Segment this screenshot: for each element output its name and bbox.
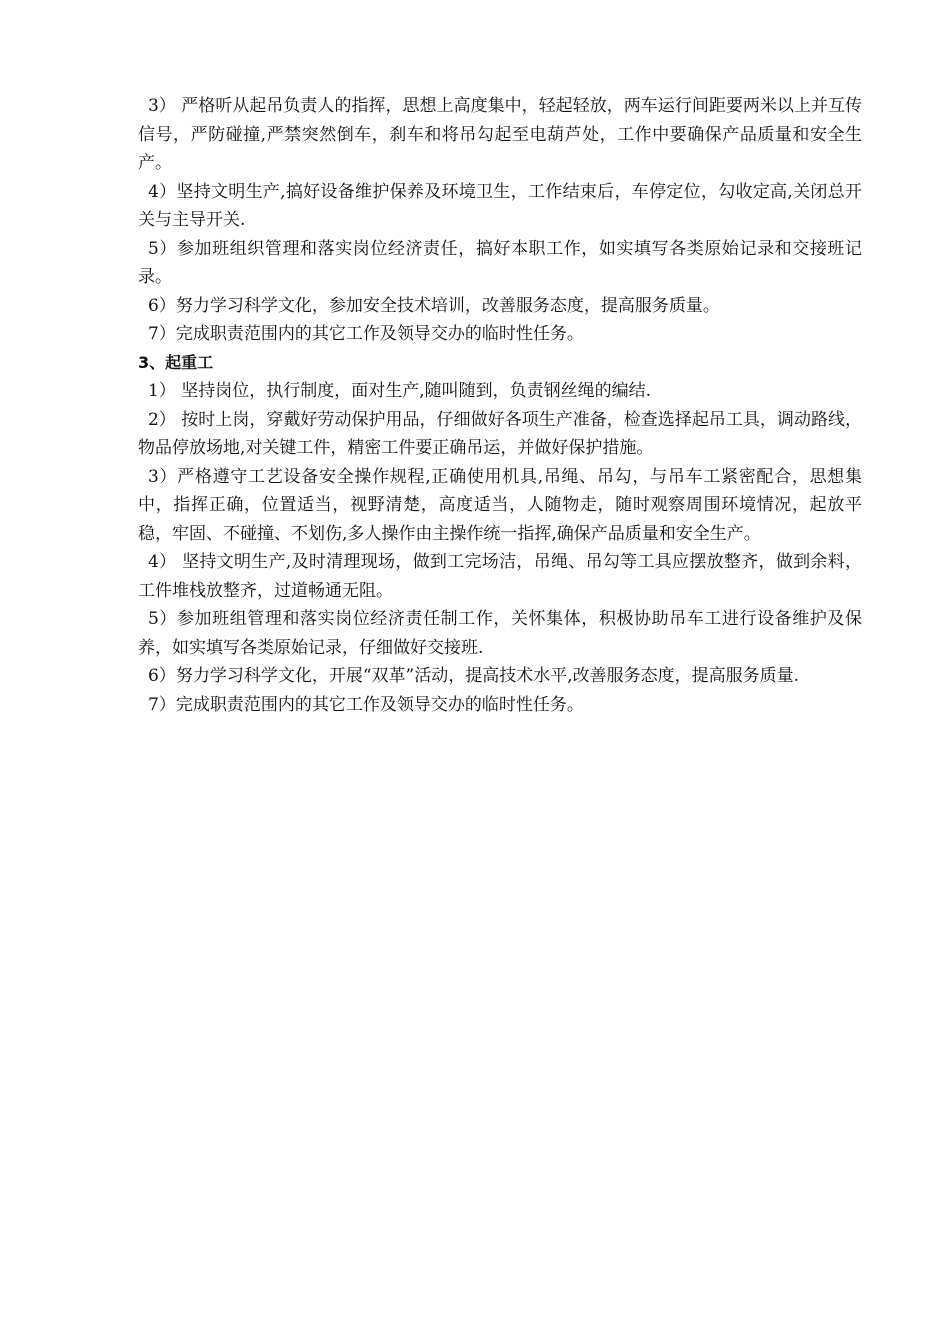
crane-operator-duty-4: 4）坚持文明生产,搞好设备维护保养及环境卫生，工作结束后，车停定位，勾收定高,关闭总开关与主导开关. <box>138 181 862 230</box>
rigger-duty-1: 1） 坚持岗位，执行制度，面对生产,随叫随到，负责钢丝绳的编结. <box>148 381 652 401</box>
rigger-duty-2: 2） 按时上岗，穿戴好劳动保护用品，仔细做好各项生产准备，检查选择起吊工具，调动路线，物品停放场地,对关键工件，精密工件要正确吊运，并做好保护措施。 <box>138 409 862 458</box>
crane-operator-duty-6: 6）努力学习科学文化，参加安全技术培训，改善服务态度，提高服务质量。 <box>148 295 720 316</box>
rigger-duty-7: 7）完成职责范围内的其它工作及领导交办的临时性任务。 <box>148 694 584 715</box>
rigger-duty-3: 3）严格遵守工艺设备安全操作规程,正确使用机具,吊绳、吊勾，与吊车工紧密配合，思想集中，指挥正确，位置适当，视野清楚，高度适当，人随物走，随时观察周围环境情况，起放平稳，牢固、不碰撞、不划伤,多人操作由主操作统一指挥,确保产品质量和安全生产。 <box>138 466 862 544</box>
crane-operator-duty-7: 7）完成职责范围内的其它工作及领导交办的临时性任务。 <box>148 324 584 344</box>
section-heading-rigger: 3、起重工 <box>138 352 214 372</box>
document-page <box>138 92 862 719</box>
crane-operator-duty-5: 5）参加班组织管理和落实岗位经济责任，搞好本职工作，如实填写各类原始记录和交接班记录。 <box>138 238 862 287</box>
rigger-duty-5: 5）参加班组管理和落实岗位经济责任制工作，关怀集体，积极协助吊车工进行设备维护及保养，如实填写各类原始记录，仔细做好交接班. <box>138 609 862 658</box>
rigger-duty-4: 4） 坚持文明生产,及时清理现场，做到工完场洁，吊绳、吊勾等工具应摆放整齐，做到余料，工件堆栈放整齐，过道畅通无阻。 <box>138 552 862 601</box>
crane-operator-duty-3: 3） 严格听从起吊负责人的指挥，思想上高度集中，轻起轻放，两车运行间距要两米以上并互传信号，严防碰撞,严禁突然倒车，刹车和将吊勾起至电葫芦处，工作中要确保产品质量和安全生产。 <box>138 96 862 173</box>
rigger-duty-6: 6）努力学习科学文化，开展“双革”活动，提高技术水平,改善服务态度，提高服务质量. <box>148 666 800 686</box>
